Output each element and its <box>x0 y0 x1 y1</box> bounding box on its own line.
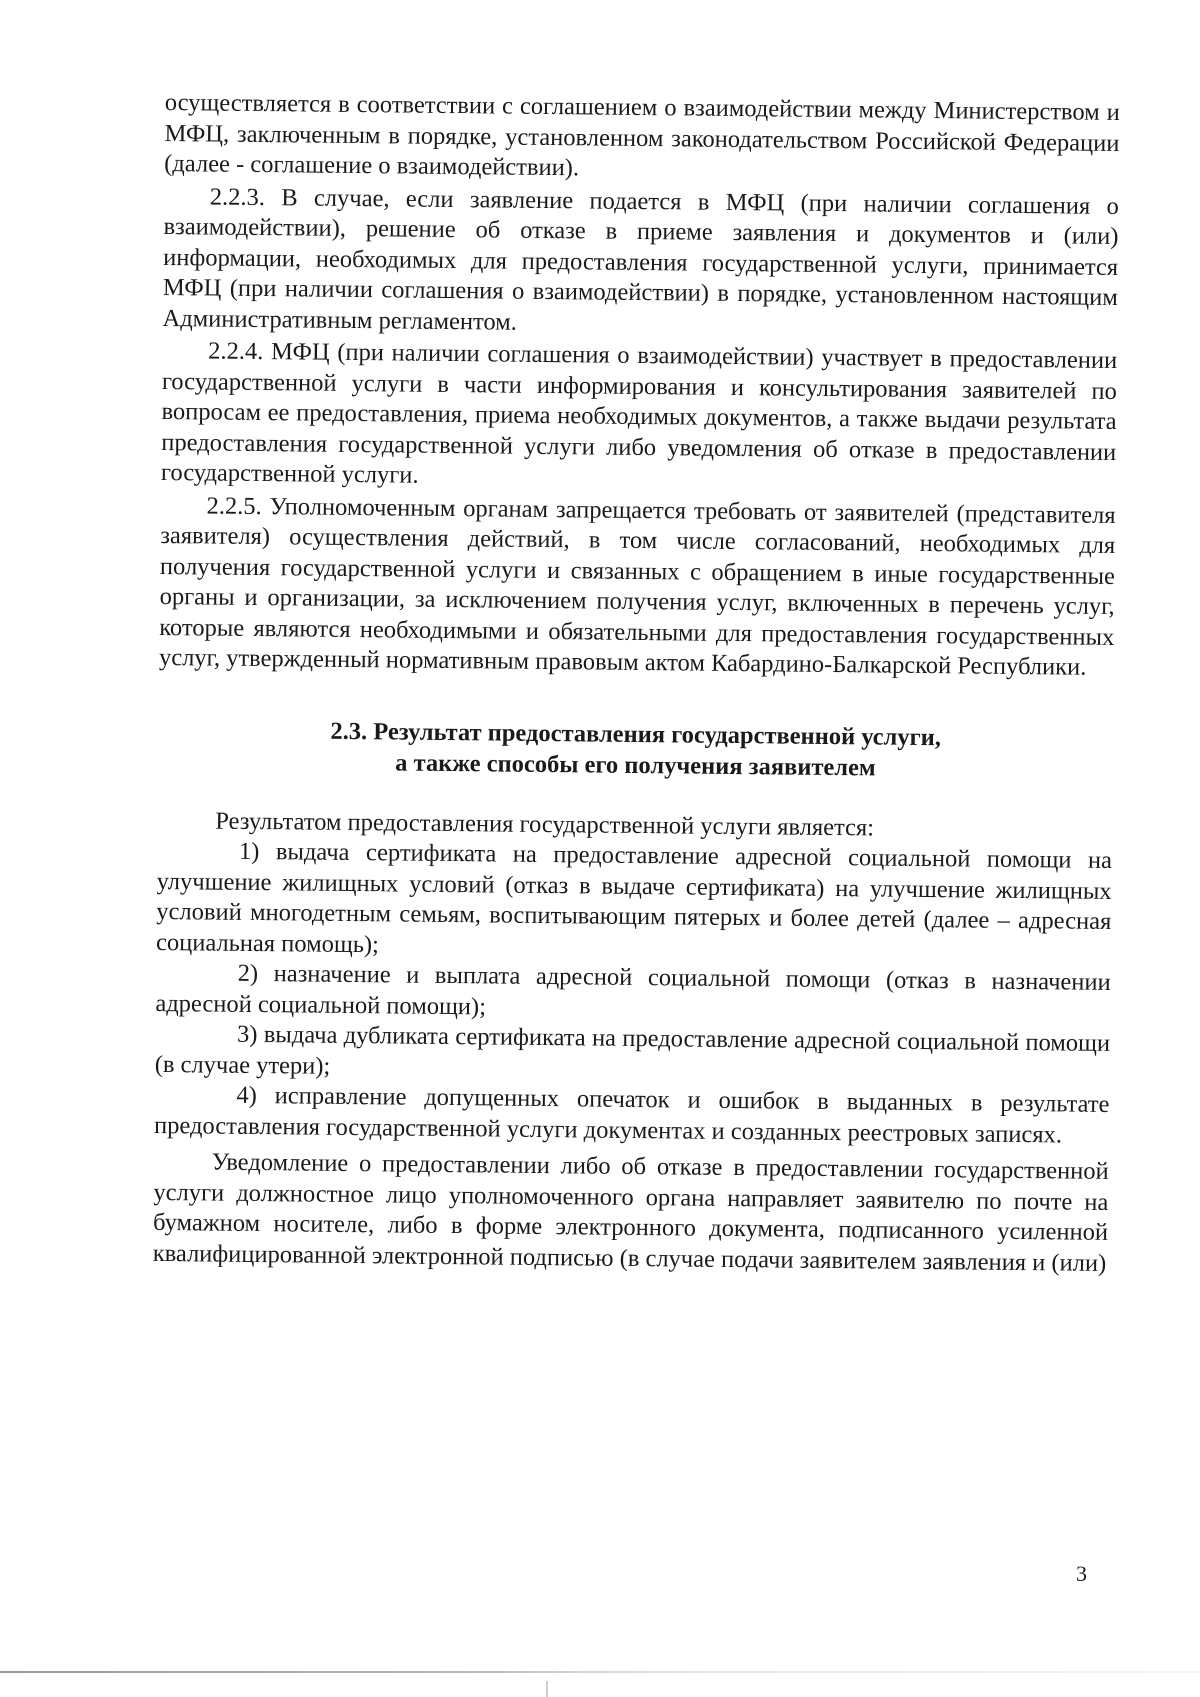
scan-edge-mark <box>546 1681 548 1697</box>
section-heading-2-3 <box>158 713 1114 785</box>
list-item-4: 4) исправление допущенных опечаток и ошибок в выданных в результате предоставления государственной услуги документах и созданных реестровых записях. <box>153 1081 1110 1148</box>
paragraph-result-intro: Результатом предоставления государственной услуги является: <box>215 807 875 841</box>
scan-edge-line <box>0 1671 1200 1673</box>
document-body <box>153 88 1120 1279</box>
paragraph-notification: Уведомление о предоставлении либо об отказе в предоставлении государственной услуги должностное лицо уполномоченного органа направляет заявителю по почте на бумажном носителе, либо в форме электронного документа, подписанного усиленной квалифицированной электронной подписью (в случае подачи заявителем заявления и (или) <box>152 1148 1109 1277</box>
page-number: 3 <box>1076 1561 1087 1586</box>
list-item-3: 3) выдача дубликата сертификата на предоставление адресной социальной помощи (в случае утери); <box>154 1020 1111 1080</box>
section-heading-line-1: 2.3. Результат предоставления государственной услуги, <box>330 717 942 751</box>
list-item-1: 1) выдача сертификата на предоставление адресной социальной помощи на улучшение жилищных условий (отказ в выдаче сертификата) на улучшение жилищных условий многодетным семьям, воспитывающим пятерых и более детей (далее – адресная социальная помощь); <box>155 837 1113 958</box>
paragraph-2-2-4: 2.2.4. МФЦ (при наличии соглашения о взаимодействии) участвует в предоставлении государственной услуги в части информирования и консультирования заявителей по вопросам ее предоставления, приема необходимых документов, а также выдачи результата предоставления государственной услуги либо уведомления об отказе в предоставлении государственной услуги. <box>160 337 1118 489</box>
paragraph-2-2-5: 2.2.5. Уполномоченным органам запрещается требовать от заявителей (представителя заявителя) осуществления действий, в том числе согласований, необходимых для получения государственной услуги и связанных с обращением в иные государственные органы и организации, за исключением получения услуг, включенных в перечень услуг, которые являются необходимыми и обязательными для предоставления государственных услуг, утвержденный нормативным правовым актом Кабардино-Балкарской Республики. <box>158 491 1116 681</box>
paragraph-2-2-3: 2.2.3. В случае, если заявление подается в МФЦ (при наличии соглашения о взаимодействии), решение об отказе в приеме заявления и документов и (или) информации, необходимых для предоставления государственной услуги, принимается МФЦ (при наличии соглашения о взаимодействии) в порядке, установленном настоящим Административным регламентом. <box>162 182 1119 336</box>
section-heading-line-2: а также способы его получения заявителем <box>395 748 876 781</box>
list-item-2: 2) назначение и выплата адресной социальной помощи (отказ в назначении адресной социальной помощи); <box>155 959 1111 1020</box>
paragraph-continuation: осуществляется в соответствии с соглашением о взаимодействии между Министерством и МФЦ, заключенным в порядке, установленном законодательством Российской Федерации (далее - соглашение о взаимодействии). <box>164 88 1120 182</box>
